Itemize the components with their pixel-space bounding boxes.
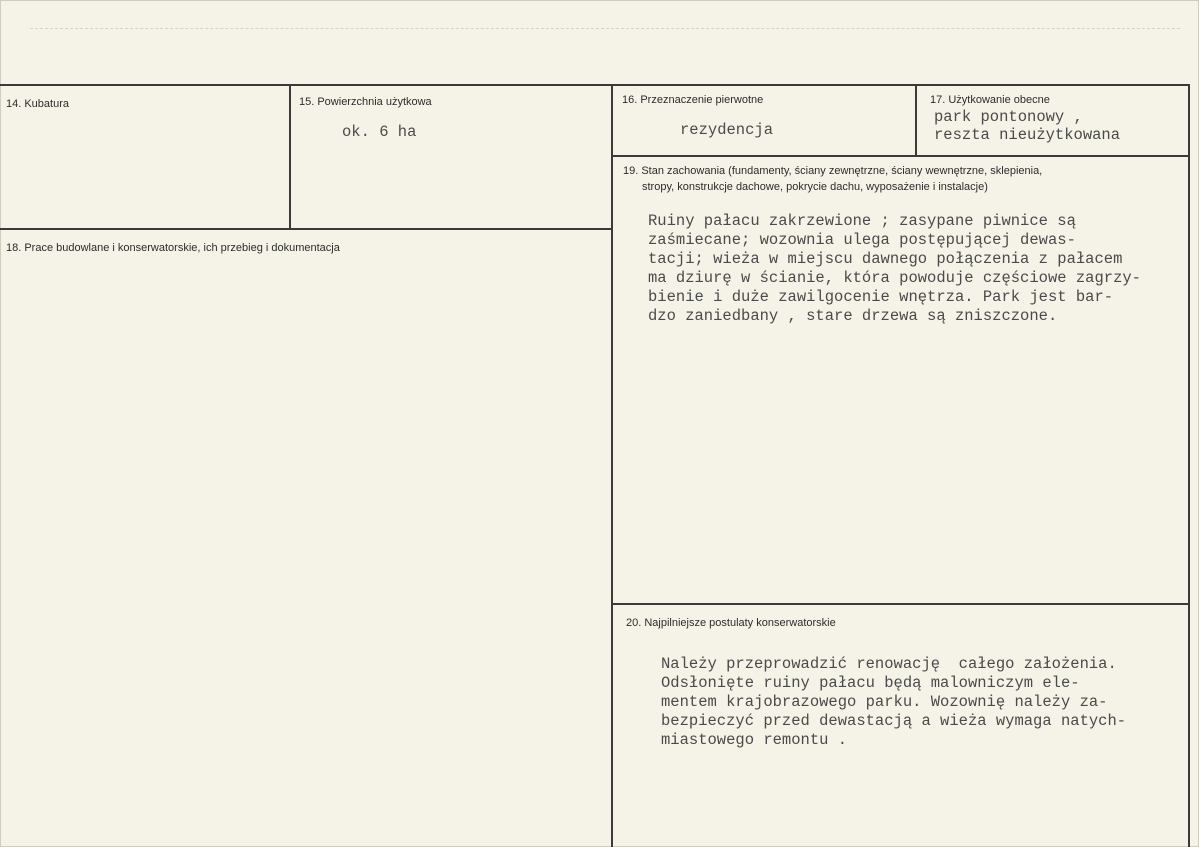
divider-16-17 bbox=[915, 85, 917, 156]
field-17-value-line-1: park pontonowy , bbox=[934, 108, 1083, 126]
rule-below-14-15 bbox=[0, 228, 613, 230]
center-divider bbox=[611, 85, 613, 847]
field-19-text-line-5: bienie i duże zawilgocenie wnętrza. Park jest bar- bbox=[648, 288, 1114, 306]
field-18-label: 18. Prace budowlane i konserwatorskie, ich przebieg i dokumentacja bbox=[6, 242, 340, 254]
field-19-text-line-1: Ruiny pałacu zakrzewione ; zasypane piwnice są bbox=[648, 212, 1076, 230]
field-17-value-line-2: reszta nieużytkowana bbox=[934, 126, 1121, 144]
field-20-text-line-4: bezpieczyć przed dewastacją a wieża wymaga natych- bbox=[661, 712, 1127, 730]
field-19-text-line-6: dzo zaniedbany , stare drzewa są zniszczone. bbox=[648, 307, 1058, 325]
field-19-text-line-2: zaśmiecane; wozownia ulega postępującej dewas- bbox=[648, 231, 1076, 249]
divider-14-15 bbox=[289, 85, 291, 229]
field-20-text-line-5: miastowego remontu . bbox=[661, 731, 848, 749]
field-19-label-line-1: 19. Stan zachowania (fundamenty, ściany zewnętrzne, ściany wewnętrzne, sklepienia, bbox=[623, 165, 1043, 177]
field-20-label: 20. Najpilniejsze postulaty konserwatorskie bbox=[626, 617, 836, 629]
field-16-label: 16. Przeznaczenie pierwotne bbox=[622, 94, 764, 106]
field-15-value: ok. 6 ha bbox=[342, 123, 417, 141]
field-15-label: 15. Powierzchnia użytkowa bbox=[299, 96, 432, 108]
field-14-label: 14. Kubatura bbox=[6, 98, 69, 110]
right-border bbox=[1188, 85, 1190, 847]
field-19-text-line-3: tacji; wieża w miejscu dawnego połączenia z pałacem bbox=[648, 250, 1123, 268]
field-20-text-line-2: Odsłonięte ruiny pałacu będą malowniczym ele- bbox=[661, 674, 1080, 692]
field-20-text-line-1: Należy przeprowadzić renowację całego założenia. bbox=[661, 655, 1117, 673]
rule-above-20 bbox=[612, 603, 1190, 605]
top-rule bbox=[0, 84, 1190, 86]
field-20-text-line-3: mentem krajobrazowego parku. Wozownię należy za- bbox=[661, 693, 1108, 711]
field-17-label: 17. Użytkowanie obecne bbox=[930, 94, 1050, 106]
field-19-label-line-2: stropy, konstrukcje dachowe, pokrycie dachu, wyposażenie i instalacje) bbox=[642, 181, 988, 193]
top-dotted-line bbox=[30, 28, 1180, 29]
field-19-text-line-4: ma dziurę w ścianie, która powoduje częściowe zagrzy- bbox=[648, 269, 1141, 287]
field-16-value: rezydencja bbox=[680, 121, 774, 139]
rule-below-16-17 bbox=[612, 155, 1190, 157]
